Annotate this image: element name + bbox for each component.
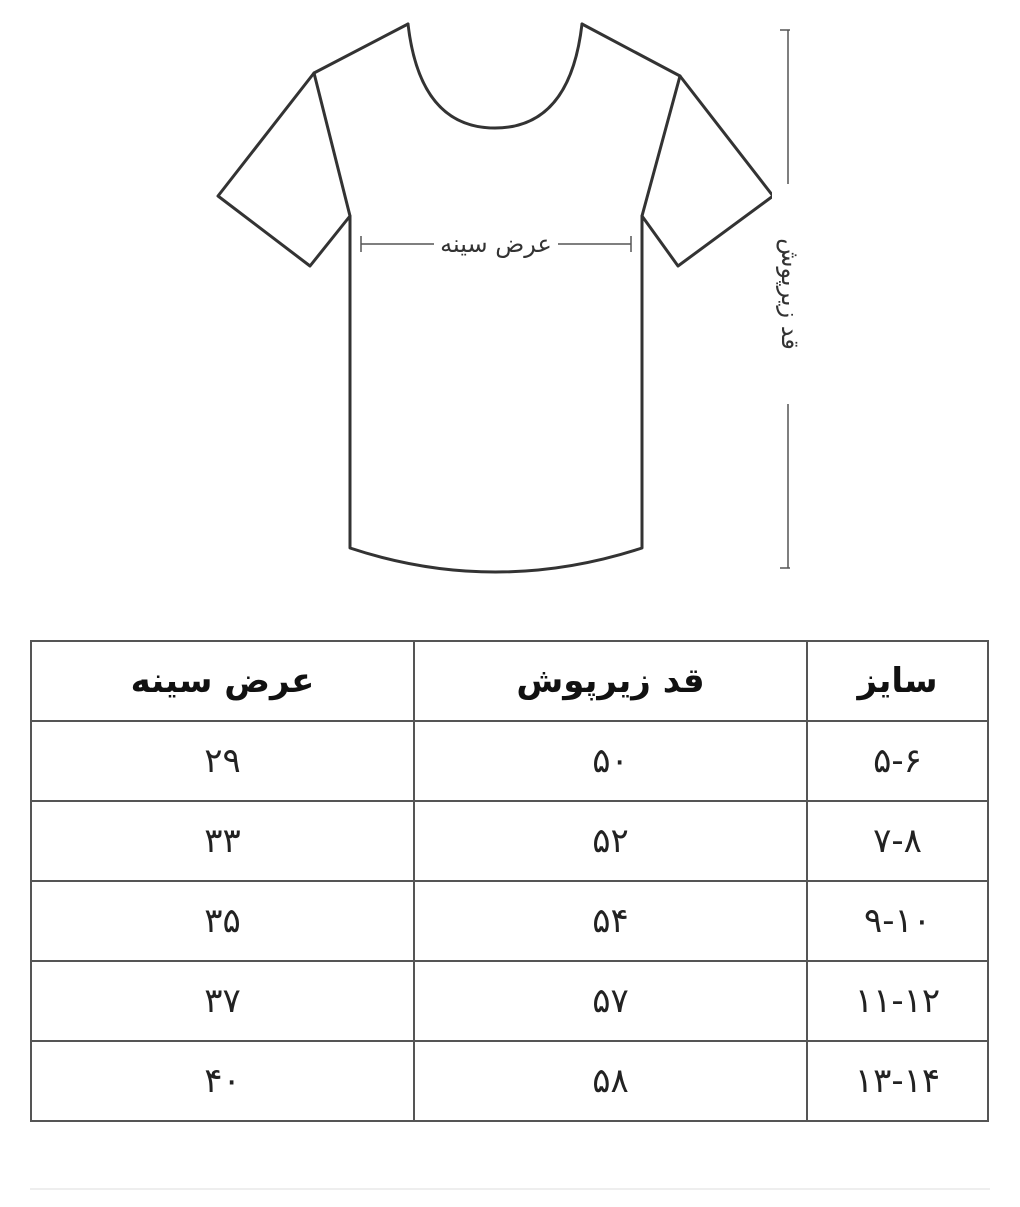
chest-width-label: عرض سینه: [434, 226, 558, 262]
cell-size: ۱۱-۱۲: [807, 961, 988, 1041]
cell-size: ۹-۱۰: [807, 881, 988, 961]
table-row: [31, 721, 988, 801]
tshirt-body-outline: [218, 24, 773, 572]
table-row: [31, 1041, 988, 1121]
cell-size: ۵-۶: [807, 721, 988, 801]
header-size: سایز: [807, 641, 988, 721]
tshirt-size-figure: [0, 0, 1020, 600]
cell-garment-height: ۵۴: [414, 881, 807, 961]
header-chest-width: عرض سینه: [31, 641, 414, 721]
cell-chest-width: ۴۰: [31, 1041, 414, 1121]
cell-chest-width: ۳۷: [31, 961, 414, 1041]
header-garment-height: قد زیرپوش: [414, 641, 807, 721]
cell-size: ۷-۸: [807, 801, 988, 881]
cell-garment-height: ۵۷: [414, 961, 807, 1041]
cell-chest-width: ۳۵: [31, 881, 414, 961]
garment-height-label: قد زیرپوش: [772, 184, 808, 404]
table-row: [31, 881, 988, 961]
cell-garment-height: ۵۸: [414, 1041, 807, 1121]
tshirt-outline-icon: [0, 0, 1020, 600]
cell-chest-width: ۲۹: [31, 721, 414, 801]
table-row: [31, 801, 988, 881]
left-armhole-seam: [314, 73, 350, 216]
bottom-divider: [30, 1188, 990, 1190]
tshirt-neckline: [408, 24, 582, 128]
cell-chest-width: ۳۳: [31, 801, 414, 881]
cell-garment-height: ۵۲: [414, 801, 807, 881]
cell-garment-height: ۵۰: [414, 721, 807, 801]
cell-size: ۱۳-۱۴: [807, 1041, 988, 1121]
table-header-row: [31, 641, 988, 721]
right-armhole-seam: [642, 76, 680, 216]
table-row: [31, 961, 988, 1041]
size-chart-table: [30, 640, 989, 1122]
